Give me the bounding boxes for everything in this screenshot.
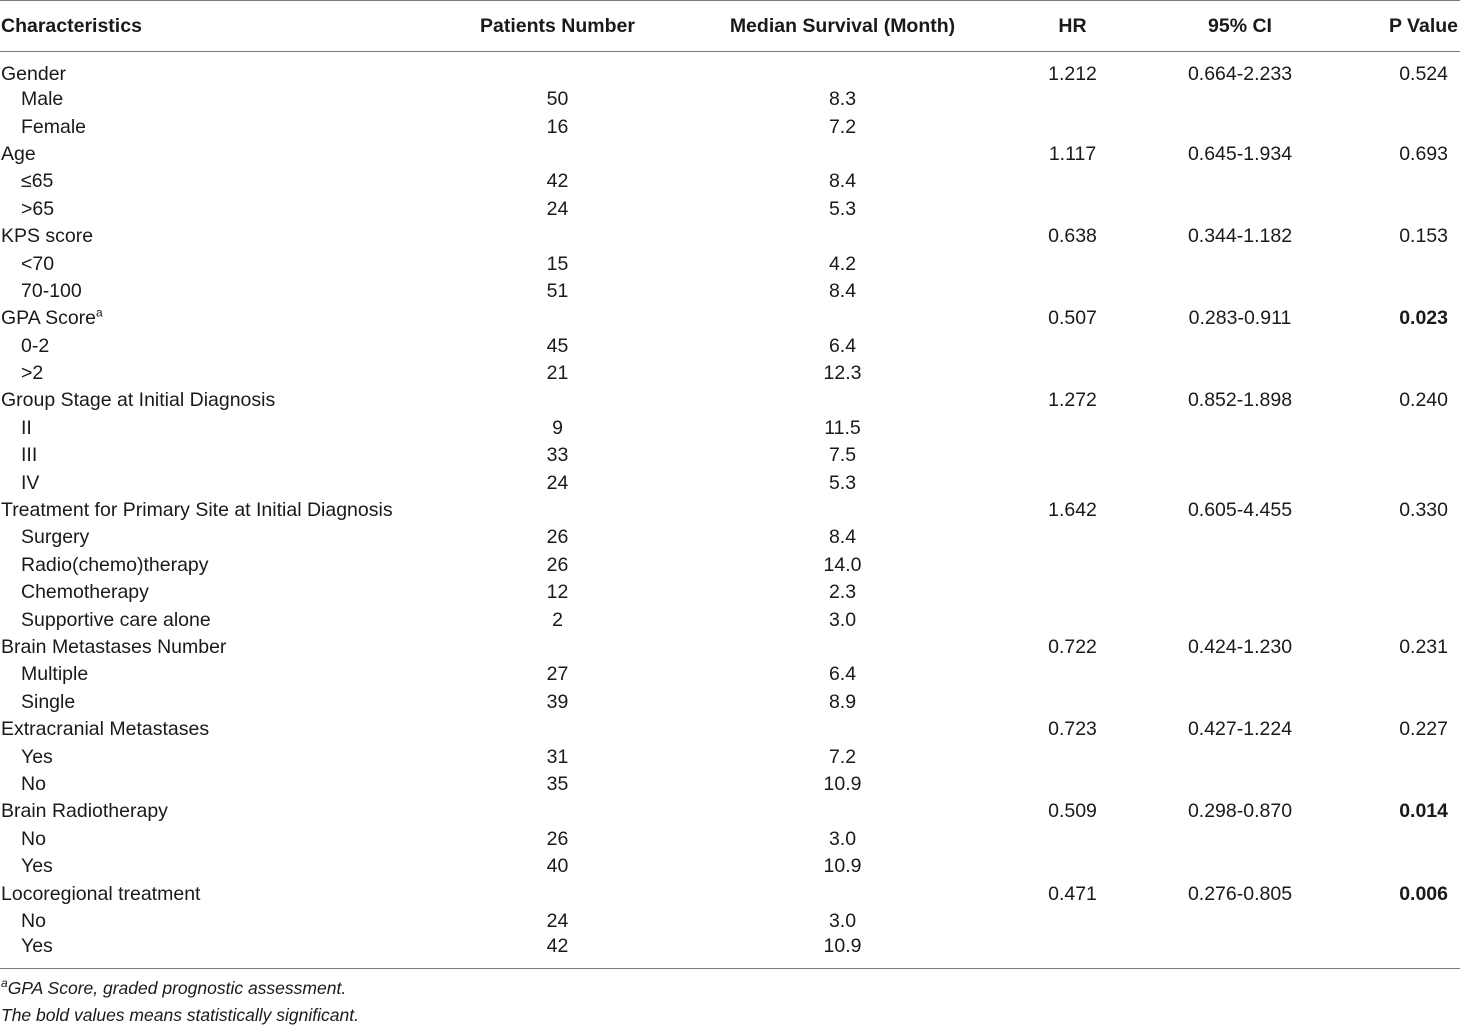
hr-cell: 1.642: [1048, 499, 1097, 522]
group-label-text: Locoregional treatment: [1, 882, 201, 905]
ci-cell: 0.605-4.455: [1187, 499, 1293, 522]
p-value-cell: [1345, 579, 1460, 606]
ci-cell: [1135, 278, 1345, 305]
ci-cell: [1135, 853, 1345, 880]
table-row: [0, 908, 1460, 935]
hr-cell: 1.117: [1048, 142, 1097, 165]
patients-number-cell: 42: [440, 935, 675, 969]
group-label: [0, 223, 440, 250]
header-patients-number: Patients Number: [440, 1, 675, 52]
median-survival-cell: 10.9: [823, 772, 862, 795]
table-row: [0, 469, 1460, 496]
patients-number-cell: 24: [546, 197, 569, 220]
median-survival-cell: [675, 387, 1010, 414]
ci-cell: [1135, 250, 1345, 277]
subgroup-label: 70-100: [21, 279, 82, 302]
median-survival-cell: [675, 880, 1010, 907]
subgroup-label: Multiple: [21, 663, 89, 686]
patients-number-cell: 39: [546, 690, 569, 713]
subgroup-label: II: [21, 416, 32, 439]
median-survival-cell: [675, 52, 1010, 87]
patients-number-cell: 15: [546, 252, 569, 275]
table-row: [0, 606, 1460, 633]
hr-cell: [1010, 168, 1135, 195]
hr-cell: [1010, 552, 1135, 579]
median-survival-cell: [675, 716, 1010, 743]
table-row-group: [0, 798, 1460, 825]
patients-number-cell: 33: [546, 444, 569, 467]
ci-cell: [1135, 771, 1345, 798]
median-survival-cell: 7.2: [828, 745, 857, 768]
subgroup-label: Radio(chemo)therapy: [21, 553, 209, 576]
median-survival-cell: 4.2: [828, 252, 857, 275]
median-survival-cell: 3.0: [828, 909, 857, 932]
header-row: [0, 1, 1460, 52]
ci-cell: [1135, 661, 1345, 688]
median-survival-cell: 5.3: [828, 197, 857, 220]
p-value-cell: 0.330: [1399, 499, 1448, 522]
median-survival-cell: 14.0: [823, 553, 862, 576]
table-row: [0, 552, 1460, 579]
patients-number-cell: 26: [546, 553, 569, 576]
hr-cell: [1010, 771, 1135, 798]
header-ci: 95% CI: [1135, 1, 1345, 52]
group-label: [0, 716, 440, 743]
subgroup-label: No: [21, 827, 46, 850]
hr-cell: [1010, 86, 1135, 113]
p-value-cell: 0.524: [1399, 63, 1448, 85]
p-value-cell: [1345, 442, 1460, 469]
hr-cell: [1010, 743, 1135, 770]
p-value-cell: 0.023: [1399, 307, 1448, 330]
subgroup-label: IV: [21, 471, 40, 494]
p-value-cell: [1345, 469, 1460, 496]
median-survival-cell: 5.3: [828, 471, 857, 494]
ci-cell: 0.427-1.224: [1187, 718, 1293, 741]
table-row-group: [0, 52, 1460, 87]
patients-number-cell: [440, 634, 675, 661]
median-survival-cell: 12.3: [823, 362, 862, 385]
p-value-cell: [1345, 250, 1460, 277]
hr-cell: [1010, 196, 1135, 223]
ci-cell: [1135, 168, 1345, 195]
ci-cell: [1135, 333, 1345, 360]
median-survival-cell: 7.5: [828, 444, 857, 467]
patients-number-cell: 45: [546, 334, 569, 357]
footnote-bold: The bold values means statistically significant.: [1, 1005, 359, 1026]
table-row: [0, 360, 1460, 387]
subgroup-label: 0-2: [21, 334, 50, 357]
header-p-value: P Value: [1345, 1, 1460, 52]
ci-cell: [1135, 826, 1345, 853]
ci-cell: [1135, 606, 1345, 633]
table-row: [0, 579, 1460, 606]
hr-cell: [1010, 606, 1135, 633]
table-row: [0, 333, 1460, 360]
p-value-cell: [1345, 113, 1460, 140]
table-row: [0, 661, 1460, 688]
median-survival-cell: 8.4: [828, 279, 857, 302]
subgroup-label: III: [21, 444, 38, 467]
patients-number-cell: [440, 716, 675, 743]
median-survival-cell: 8.4: [828, 170, 857, 193]
median-survival-cell: 6.4: [828, 663, 857, 686]
patients-number-cell: 40: [546, 855, 569, 878]
ci-cell: [1135, 579, 1345, 606]
median-survival-cell: 3.0: [828, 608, 857, 631]
ci-cell: [1135, 415, 1345, 442]
subgroup-label: Yes: [0, 935, 440, 969]
group-label: [0, 387, 440, 414]
table-row: [0, 415, 1460, 442]
patients-number-cell: 42: [546, 170, 569, 193]
median-survival-cell: [675, 497, 1010, 524]
p-value-cell: [1345, 360, 1460, 387]
footnote-gpa-marker: a: [1, 976, 8, 991]
hr-cell: 1.212: [1048, 63, 1097, 85]
group-label: [0, 305, 440, 332]
p-value-cell: [1345, 606, 1460, 633]
patients-number-cell: 26: [546, 526, 569, 549]
table-row: [0, 250, 1460, 277]
p-value-cell: [1345, 86, 1460, 113]
p-value-cell: [1345, 196, 1460, 223]
ci-cell: 0.645-1.934: [1187, 142, 1293, 165]
ci-cell: 0.424-1.230: [1187, 636, 1293, 658]
hr-cell: [1010, 278, 1135, 305]
table-row: [0, 113, 1460, 140]
table-row: [0, 853, 1460, 880]
subgroup-label: ≤65: [21, 170, 54, 193]
hr-cell: 1.272: [1048, 389, 1097, 412]
group-label-text: KPS score: [1, 225, 94, 248]
median-survival-cell: [675, 141, 1010, 168]
table-row-group: [0, 880, 1460, 907]
subgroup-label: >65: [21, 197, 55, 220]
group-label-text: Brain Radiotherapy: [1, 800, 168, 823]
ci-cell: [1135, 935, 1345, 969]
p-value-cell: [1345, 908, 1460, 935]
ci-cell: 0.344-1.182: [1187, 225, 1293, 248]
hr-cell: 0.638: [1048, 225, 1097, 248]
ci-cell: [1135, 908, 1345, 935]
ci-cell: 0.852-1.898: [1187, 389, 1293, 412]
table-row-group: [0, 387, 1460, 414]
patients-number-cell: 16: [546, 115, 569, 138]
header-hr: HR: [1010, 1, 1135, 52]
group-label: [0, 798, 440, 825]
median-survival-cell: 10.9: [823, 855, 862, 878]
ci-cell: [1135, 442, 1345, 469]
table-row: [0, 86, 1460, 113]
table-row-group: [0, 223, 1460, 250]
median-survival-cell: 7.2: [828, 115, 857, 138]
p-value-cell: [1345, 552, 1460, 579]
patients-number-cell: 24: [546, 909, 569, 932]
patients-number-cell: [440, 141, 675, 168]
patients-number-cell: 50: [546, 88, 569, 111]
group-label-text: Treatment for Primary Site at Initial Diagnosis: [1, 499, 393, 522]
hr-cell: [1010, 689, 1135, 716]
patients-number-cell: 21: [546, 362, 569, 385]
table-row: [0, 826, 1460, 853]
p-value-cell: [1345, 826, 1460, 853]
subgroup-label: Yes: [21, 745, 53, 768]
hr-cell: [1010, 853, 1135, 880]
p-value-cell: [1345, 278, 1460, 305]
group-label: [0, 52, 440, 87]
median-survival-cell: 11.5: [824, 416, 861, 439]
table-row-group: [0, 497, 1460, 524]
header-characteristics: Characteristics: [0, 1, 440, 52]
median-survival-cell: 8.4: [828, 526, 857, 549]
median-survival-cell: [675, 305, 1010, 332]
hr-cell: 0.509: [1048, 800, 1097, 823]
table-row: [0, 278, 1460, 305]
subgroup-label: Female: [21, 115, 87, 138]
p-value-cell: [1345, 333, 1460, 360]
p-value-cell: [1345, 853, 1460, 880]
median-survival-cell: 6.4: [828, 334, 857, 357]
median-survival-cell: [675, 634, 1010, 661]
hr-cell: [1010, 579, 1135, 606]
hr-cell: [1010, 360, 1135, 387]
hr-cell: [1010, 415, 1135, 442]
table-row: [0, 689, 1460, 716]
median-survival-cell: 8.9: [828, 690, 857, 713]
table-row-group: [0, 634, 1460, 661]
median-survival-cell: 2.3: [828, 581, 857, 604]
patients-number-cell: [440, 798, 675, 825]
hr-cell: 0.722: [1048, 636, 1097, 658]
patients-number-cell: 26: [546, 827, 569, 850]
patients-number-cell: 24: [546, 471, 569, 494]
median-survival-cell: [675, 798, 1010, 825]
patients-number-cell: [440, 305, 675, 332]
patients-number-cell: [440, 497, 675, 524]
ci-cell: [1135, 113, 1345, 140]
p-value-cell: [1345, 935, 1460, 969]
patients-number-cell: [440, 880, 675, 907]
table-row: [0, 771, 1460, 798]
hr-cell: [1010, 250, 1135, 277]
patients-number-cell: 31: [546, 745, 569, 768]
p-value-cell: 0.240: [1399, 389, 1448, 412]
subgroup-label: Yes: [21, 855, 53, 878]
table-row: [0, 168, 1460, 195]
patients-number-cell: 27: [546, 663, 569, 686]
ci-cell: [1135, 360, 1345, 387]
subgroup-label: No: [21, 772, 46, 795]
hr-cell: 0.723: [1048, 718, 1097, 741]
group-label-text: Age: [1, 142, 36, 165]
hr-cell: 0.507: [1048, 307, 1097, 330]
table-row-group: [0, 716, 1460, 743]
p-value-cell: [1345, 524, 1460, 551]
subgroup-label: No: [21, 909, 46, 932]
hr-cell: [1010, 826, 1135, 853]
p-value-cell: [1345, 689, 1460, 716]
ci-cell: 0.664-2.233: [1187, 63, 1293, 85]
group-label-text: Group Stage at Initial Diagnosis: [1, 389, 276, 412]
group-label: [0, 141, 440, 168]
p-value-cell: [1345, 661, 1460, 688]
subgroup-label: Chemotherapy: [21, 581, 149, 604]
ci-cell: [1135, 469, 1345, 496]
subgroup-label: <70: [21, 252, 55, 275]
subgroup-label: Surgery: [21, 526, 90, 549]
subgroup-label: Supportive care alone: [21, 608, 211, 631]
ci-cell: [1135, 196, 1345, 223]
group-label-text: Gender: [1, 63, 67, 85]
median-survival-cell: 8.3: [828, 88, 857, 111]
hr-cell: [1010, 908, 1135, 935]
group-label: [0, 634, 440, 661]
group-label-sup: a: [96, 305, 103, 320]
group-label: [0, 497, 440, 524]
median-survival-cell: 10.9: [675, 935, 1010, 969]
p-value-cell: 0.014: [1399, 800, 1448, 823]
footnote-gpa-text: GPA Score, graded prognostic assessment.: [7, 978, 347, 999]
p-value-cell: 0.693: [1399, 142, 1448, 165]
p-value-cell: 0.227: [1399, 718, 1448, 741]
ci-cell: [1135, 689, 1345, 716]
table-row-group: [0, 305, 1460, 332]
header-median-survival: Median Survival (Month): [675, 1, 1010, 52]
group-label-text: GPA Score: [1, 307, 97, 330]
footnote-gpa: [1, 975, 1460, 1002]
subgroup-label: Male: [21, 88, 64, 111]
patients-number-cell: 35: [546, 772, 569, 795]
p-value-cell: [1345, 771, 1460, 798]
median-survival-cell: 3.0: [828, 827, 857, 850]
group-label-text: Brain Metastases Number: [1, 636, 227, 658]
patients-number-cell: 12: [546, 581, 569, 604]
table-row: [0, 524, 1460, 551]
p-value-cell: 0.153: [1399, 225, 1448, 248]
table-row-group: [0, 141, 1460, 168]
subgroup-label: Single: [21, 690, 76, 713]
hr-cell: [1010, 113, 1135, 140]
table-row: [0, 935, 1460, 969]
patients-number-cell: [440, 52, 675, 87]
patients-number-cell: 51: [546, 279, 569, 302]
patients-number-cell: [440, 223, 675, 250]
hr-cell: [1010, 661, 1135, 688]
p-value-cell: [1345, 743, 1460, 770]
ci-cell: [1135, 743, 1345, 770]
p-value-cell: [1345, 415, 1460, 442]
hr-cell: [1010, 333, 1135, 360]
hr-cell: [1010, 442, 1135, 469]
group-label-text: Extracranial Metastases: [1, 718, 210, 741]
ci-cell: [1135, 552, 1345, 579]
subgroup-label: >2: [21, 362, 44, 385]
table-row: [0, 442, 1460, 469]
ci-cell: [1135, 86, 1345, 113]
patients-number-cell: 9: [552, 416, 563, 439]
p-value-cell: 0.006: [1399, 882, 1448, 905]
ci-cell: [1135, 524, 1345, 551]
hr-cell: [1010, 935, 1135, 969]
p-value-cell: [1345, 168, 1460, 195]
patients-number-cell: 2: [552, 608, 563, 631]
ci-cell: 0.283-0.911: [1188, 307, 1292, 330]
table-body: [0, 52, 1460, 969]
hr-cell: 0.471: [1048, 882, 1097, 905]
footnotes: [0, 975, 1460, 1029]
table-row: [0, 743, 1460, 770]
patients-number-cell: [440, 387, 675, 414]
median-survival-cell: [675, 223, 1010, 250]
hr-cell: [1010, 524, 1135, 551]
table-row: [0, 196, 1460, 223]
ci-cell: 0.276-0.805: [1187, 882, 1293, 905]
group-label: [0, 880, 440, 907]
p-value-cell: 0.231: [1399, 636, 1448, 658]
hr-cell: [1010, 469, 1135, 496]
ci-cell: 0.298-0.870: [1187, 800, 1293, 823]
